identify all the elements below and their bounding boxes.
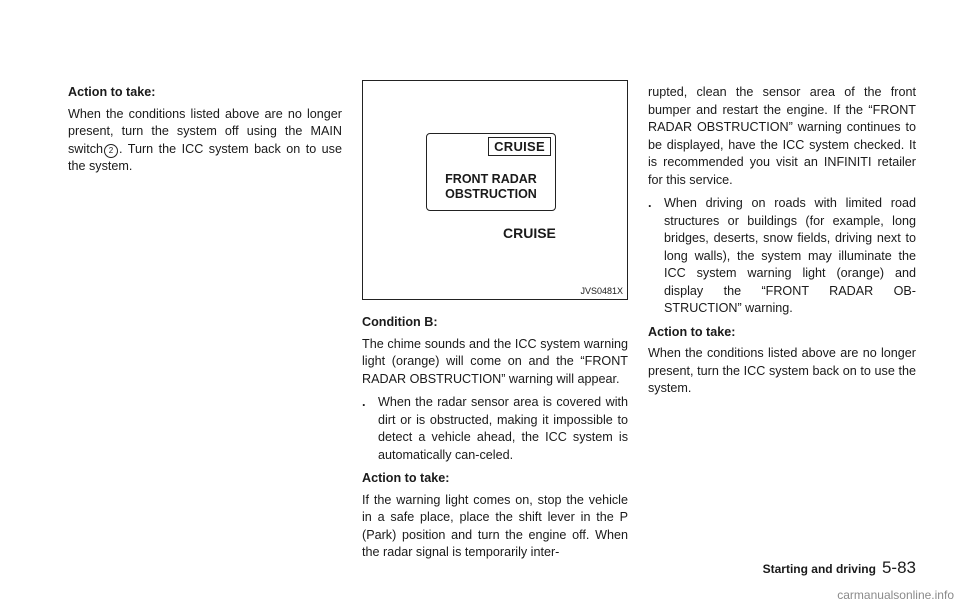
- bullet-marker: .: [648, 196, 652, 210]
- cruise-indicator: CRUISE: [488, 137, 551, 156]
- column-left: [68, 84, 342, 182]
- action-heading: Action to take:: [648, 324, 736, 339]
- circled-number-icon: 2: [104, 144, 118, 158]
- action-heading: Action to take:: [362, 471, 450, 485]
- section-title: Starting and driving: [762, 562, 876, 576]
- action-paragraph: When the conditions listed above are no longer present, turn the ICC system back on to use the system.: [648, 346, 916, 395]
- column-middle: [362, 314, 628, 568]
- condition-heading: Condition B:: [362, 315, 438, 329]
- page-footer: [763, 558, 916, 578]
- bullet-marker: .: [362, 395, 366, 409]
- condition-paragraph: The chime sounds and the ICC system warning light (orange) will come on and the “FRONT RADAR OBSTRUCTION” warning will appear.: [362, 336, 628, 386]
- continued-paragraph: rupted, clean the sensor area of the front bumper and restart the engine. If the “FRONT RADAR OBSTRUCTION” warning continues to be displayed, have the ICC system checked. It is recommended you visit an INFINITI retailer for this service.: [648, 85, 916, 187]
- action-paragraph: When the conditions listed above are no longer present, turn the system off using the MAIN switch 2 . Turn the ICC system back on to use the system.: [68, 106, 342, 173]
- watermark-link[interactable]: carmanualsonline.info: [837, 588, 954, 602]
- cruise-label: CRUISE: [503, 225, 556, 241]
- action-paragraph: If the warning light comes on, stop the vehicle in a safe place, place the shift lever in the P (Park) position and turn the engine off. When the radar signal is temporarily inter-: [362, 492, 628, 559]
- warning-display-panel: [426, 133, 556, 211]
- bullet-item: . When the radar sensor area is covered with dirt or is obstructed, making it impossible to detect a vehicle ahead, the ICC system is automatically can-celed.: [362, 394, 628, 464]
- column-right: [648, 84, 916, 404]
- action-heading: Action to take:: [68, 85, 156, 99]
- display-illustration: [362, 80, 628, 300]
- figure-code: JVS0481X: [580, 286, 623, 296]
- warning-message: FRONT RADAR OBSTRUCTION: [445, 172, 537, 201]
- page-number: 5-83: [881, 558, 916, 577]
- bullet-item: . When driving on roads with limited road structures or buildings (for example, long bridges, deserts, snow fields, driving next to long walls), the system may illuminate the ICC system warning light (orange) and display the “FRONT RADAR OB-STRUCTION” warning.: [648, 195, 916, 318]
